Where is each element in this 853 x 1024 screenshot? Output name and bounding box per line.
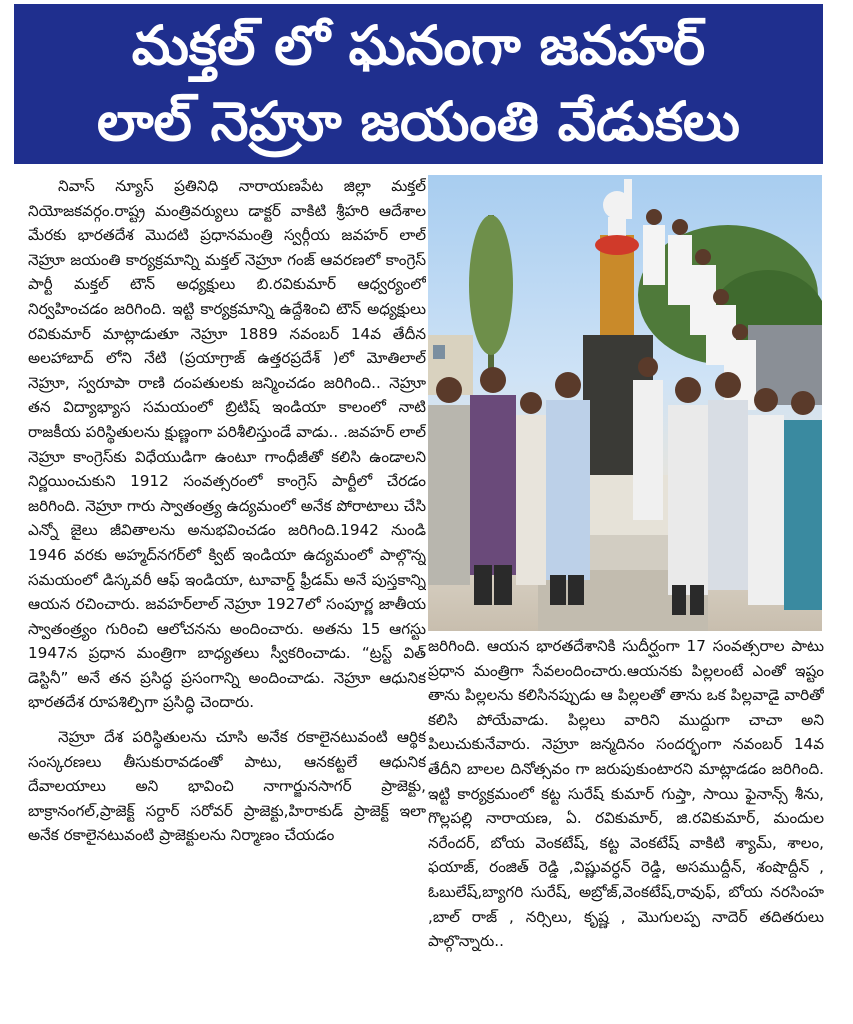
article-paragraph-1: నివాస్ న్యూస్ ప్రతినిధి నారాయణపేట జిల్లా మక్తల్ నియోజకవర్గం.రాష్ట్ర మంత్రివర్యులు డాక్టర్ వాకిటి శ్రీహరి ఆదేశాల మేరకు భారతదేశ మొదటి ప్రధానమంత్రి స్వర్గీయ జవహర్ లాల్ నెహ్రూ జయంతి కార్యక్రమాన్ని మక్తల్ నెహ్రూ గంజ్ ఆవరణలో కాంగ్రెస్ పార్టీ మక్తల్ టౌన్ అధ్యక్షులు బి.రవికుమార్ ఆధ్వర్యంలో నిర్వహించడం జరిగింది. ఇట్టి కార్యక్రమాన్ని ఉద్దేశించి టౌన్ అధ్యక్షులు రవికుమార్ మాట్లాడుతూ నెహ్రూ 1889 నవంబర్ 14వ తేదీన అలహాబాద్ లోని నేటి (ప్రయాగ్రాజ్ ఉత్తరప్రదేశ్ )లో మోతిలాల్ నెహ్రూ, స్వరూపా రాణి దంపతులకు జన్మించడం జరిగింది.. నెహ్రూ తన విద్యాభ్యాస సమయంలో బ్రిటిష్ ఇండియా కాలంలో నాటి రాజకీయ పరిస్థితులను క్షుణ్ణంగా పరిశీలిస్తుండే వాడు.. .జవహర్ లాల్ నెహ్రూ కాంగ్రెస్‌కు విధేయుడిగా ఉంటూ గాంధీజీతో కలిసి ఉండాలని నిర్ణయించుకుని 1912 సంవత్సరంలో కాంగ్రెస్ పార్టీలో చేరడం జరిగింది. నెహ్రూ గారు స్వాతంత్ర్య ఉద్యమంలో అనేక పోరాటాలు చేసి ఎన్నో జైలు జీవితాలను అనుభవించడం జరిగింది.1942 నుండి 1946 వరకు అహ్మద్‌నగర్‌లో క్విట్ ఇండియా ఉద్యమంలో పాల్గొన్న సమయంలో డిస్కవరీ ఆఫ్ ఇండియా, టూవార్డ్ ఫ్రీడమ్ అనే పుస్తకాన్ని ఆయన రచించారు. జవహర్‌లాల్ నెహ్రూ 1927లో సంపూర్ణ జాతీయ స్వాతంత్ర్యం గురించి ఆలోచనను అందించారు. అతను 15 ఆగస్టు 1947న ప్రధాన మంత్రిగా బాధ్యతలు స్వీకరించాడు. “ట్రస్ట్ విత్ డెస్టినీ” అనే తన ప్రసిద్ధ ప్రసంగాన్ని అందించాడు. నెహ్రూ ఆధునిక భారతదేశ రూపశిల్పిగా ప్రసిద్ధి చెందారు. <box>28 177 426 712</box>
event-photo <box>428 175 822 631</box>
article-paragraph-3: జరిగింది. ఆయన భారతదేశానికి సుదీర్ఘంగా 17 సంవత్సరాల పాటు ప్రధాన మంత్రిగా సేవలందించారు.ఆయనకు పిల్లలంటే ఎంతో ఇష్టం తాను పిల్లలను కలిసినప్పుడు ఆ పిల్లలతో తాను ఒక పిల్లవాడై వారితో కలిసి పోయేవాడు. పిల్లలు వారిని ముద్దుగా చాచా అని పిలుచుకునేవారు. నెహ్రూ జన్మదినం సందర్భంగా నవంబర్ 14వ తేదీని బాలల దినోత్సవం గా జరుపుకుంటారని మాట్లాడడం జరిగింది. ఇట్టి కార్యక్రమంలో కట్ట సురేష్ కుమార్ గుప్తా, సాయి ఫైనాన్స్ శీను, గొల్లపల్లి నారాయణ, ఏ. రవికుమార్, జి.రవికుమార్, మందుల నరేందర్, బోయ వెంకటేష్, కట్ట వెంకటేష్ వాకిటి శ్యామ్, శాలం, ఫయాజ్, రంజిత్ రెడ్డి ,విష్ణువర్ధన్ రెడ్డి, అసముద్దీన్, శంషొద్దీన్ , ఓబులేష్,బ్యాగరి సురేష్, అబ్రోజ్,వెంకటేష్,రావుఫ్, బోయ నరసింహ ,బాల్ రాజ్ , నర్సిలు, కృష్ణ , మొగులప్ప నాదెర్ తదితరులు పాల్గొన్నారు.. <box>428 637 824 951</box>
headline-line-2: లాల్ నెహ్రూ జయంతి వేడుకలు <box>96 90 740 153</box>
article-paragraph-2: నెహ్రూ దేశ పరిస్థితులను చూసి అనేక రకాలైనటువంటి ఆర్థిక సంస్కరణలు తీసుకురావడంతో పాటు, ఆనకట్టలే ఆధునిక దేవాలయాలు అని భావించి నాగార్జునసాగర్ ప్రాజెక్టు, బాక్రానంగల్,ప్రాజెక్ట్ సర్దార్ సరోవర్ ప్రాజెక్టు,హిరాకుడ్ ప్రాజెక్ట్ ఇలా అనేక రకాలైనటువంటి ప్రాజెక్టులను నిర్మాణం చేయడం <box>28 728 426 845</box>
article-column-right <box>428 634 824 1020</box>
group-photo-at-nehru-statue-icon <box>428 175 822 631</box>
headline-line-1: మక్తల్ లో ఘనంగా జవహర్ <box>131 14 706 77</box>
article-column-left <box>28 174 426 1020</box>
headline-banner <box>14 4 823 164</box>
